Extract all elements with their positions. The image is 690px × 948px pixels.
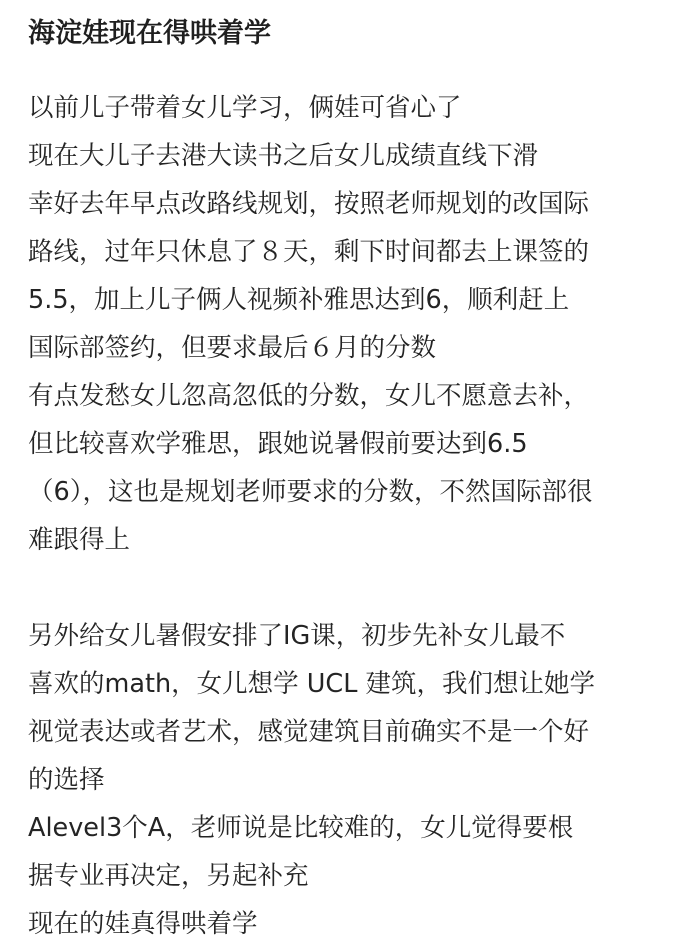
post-line: 国际部签约，但要求最后６月的分数 <box>28 333 437 363</box>
post-title: 海淀娃现在得哄着学 <box>28 18 271 49</box>
post-line: 有点发愁女儿忽高忽低的分数，女儿不愿意去补， <box>28 381 590 411</box>
post-line: 5.5，加上儿子俩人视频补雅思达到6，顺利赶上 <box>28 285 570 315</box>
post-line: 以前儿子带着女儿学习，俩娃可省心了 <box>28 93 462 123</box>
post-line: 难跟得上 <box>28 525 131 555</box>
post-line: 但比较喜欢学雅思，跟她说暑假前要达到6.5 <box>28 429 528 459</box>
post-line: 现在大儿子去港大读书之后女儿成绩直线下滑 <box>28 141 539 171</box>
post-line: 的选择 <box>28 765 105 795</box>
post <box>28 0 668 948</box>
post-line: 现在的娃真得哄着学 <box>28 909 258 939</box>
post-line: Alevel3个A，老师说是比较难的，女儿觉得要根 <box>28 813 574 843</box>
post-line: 幸好去年早点改路线规划，按照老师规划的改国际 <box>28 189 590 219</box>
post-line: （6），这也是规划老师要求的分数，不然国际部很 <box>28 477 593 507</box>
post-body <box>28 84 668 948</box>
post-line: 另外给女儿暑假安排了IG课，初步先补女儿最不 <box>28 621 566 651</box>
post-line: 据专业再决定，另起补充 <box>28 861 309 891</box>
post-line: 喜欢的math，女儿想学 UCL 建筑，我们想让她学 <box>28 669 596 699</box>
paragraph-gap <box>28 564 668 612</box>
post-line: 视觉表达或者艺术，感觉建筑目前确实不是一个好 <box>28 717 590 747</box>
post-line: 路线，过年只休息了８天，剩下时间都去上课签的 <box>28 237 590 267</box>
